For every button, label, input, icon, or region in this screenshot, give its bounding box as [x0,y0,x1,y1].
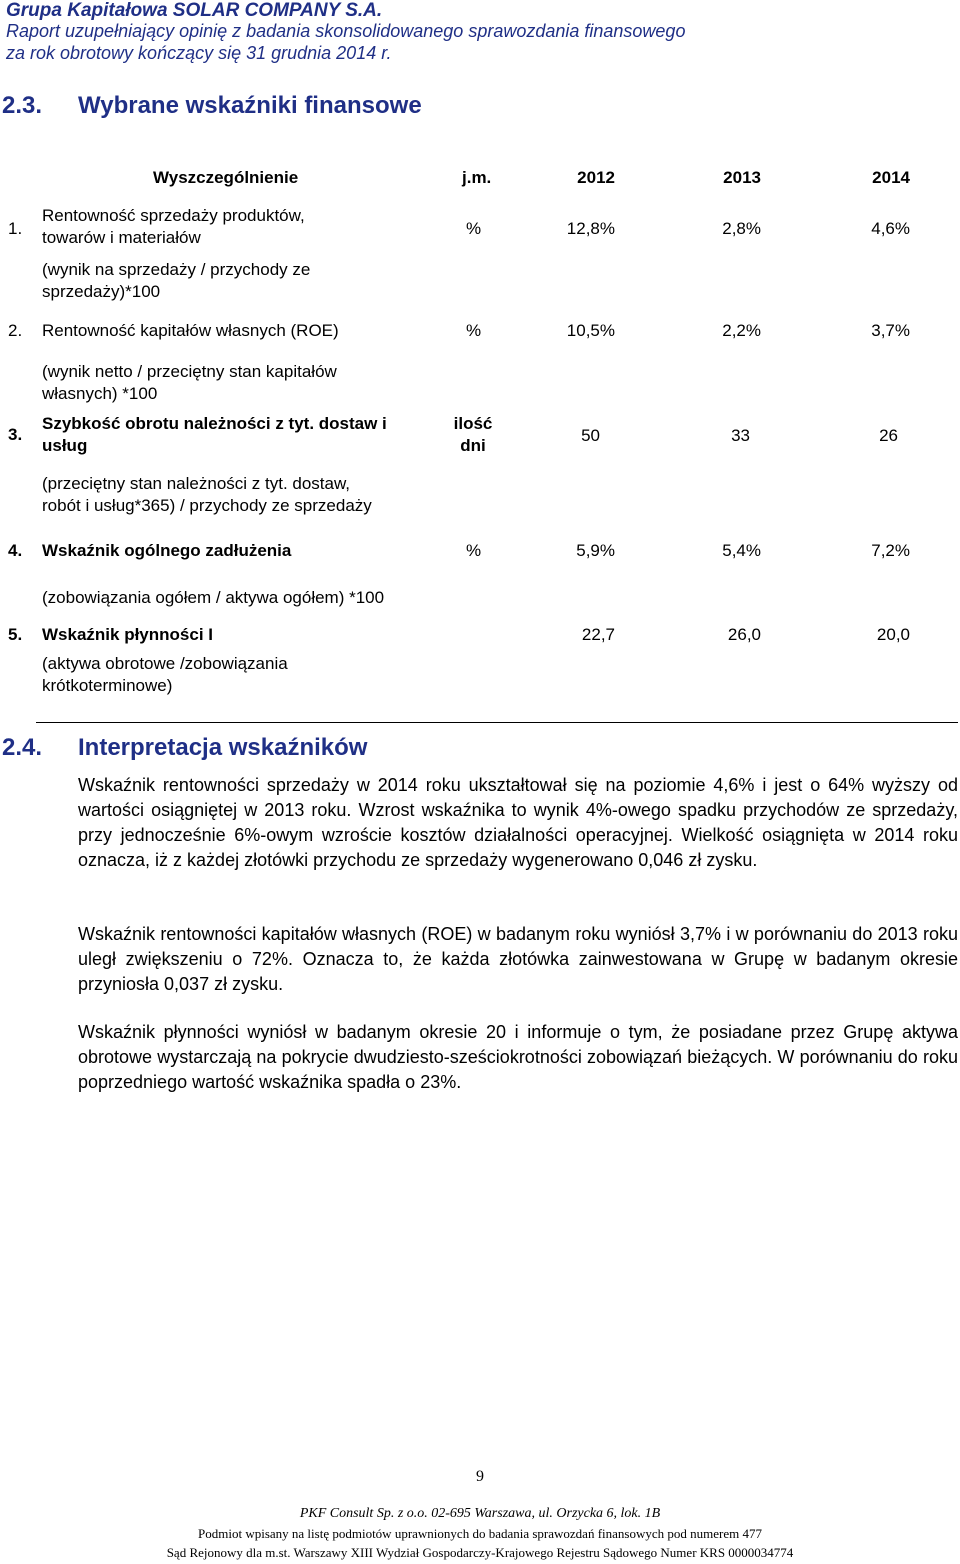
value-2012: 50 [581,426,600,445]
value-2013: 2,2% [722,321,761,340]
value-2013: 2,8% [722,219,761,238]
value-2014: 26 [879,426,898,445]
row-number: 5. [8,625,23,644]
section-title: Wybrane wskaźniki finansowe [78,92,422,119]
value-2014: 20,0 [876,625,910,644]
column-header-2013: 2013 [723,168,761,187]
interpretation-paragraph: Wskaźnik rentowności sprzedaży w 2014 roku ukształtował się na poziomie 4,6% i jest o 64% wyższy od wartości osiągniętej w 2013 roku. Wzrost wskaźnika to wynik 4%-owego spadku przychodów ze sprzedaży, przy jednocześnie 6%-owym wzroście kosztów działalności operacyjnej. Wielkość osiągnięta w 2014 roku oznacza, iż z każdej złotówki przychodu ze sprzedaży wygenerowano 0,046 zł zysku. [78,775,958,870]
value-2014: 3,7% [871,321,910,340]
indicator-formula: sprzedaży)*100 [42,282,161,301]
indicator-formula: własnych) *100 [42,384,158,403]
value-2013: 26,0 [727,625,761,644]
column-header-item: Wyszczególnienie [153,168,299,187]
footer-address: PKF Consult Sp. z o.o. 02-695 Warszawa, ul. Orzycka 6, lok. 1B [299,1506,661,1521]
unit-cell: % [466,219,482,238]
value-2012: 12,8% [566,219,615,238]
indicator-name: Wskaźnik płynności I [42,625,213,644]
row-number: 1. [8,219,23,238]
column-header-unit: j.m. [462,168,492,187]
indicator-formula: (zobowiązania ogółem / aktywa ogółem) *100 [42,588,385,607]
interpretation-paragraph: Wskaźnik płynności wyniósł w badanym okresie 20 i informuje o tym, że posiadane przez Grupę aktywa obrotowe wystarczają na pokrycie dwudziesto-sześciokrotności zobowiązań bieżących. W porównaniu do roku poprzedniego wartość wskaźnika spadła o 23%. [78,1022,958,1092]
value-2014: 7,2% [871,541,910,560]
indicator-formula: (wynik na sprzedaży / przychody ze [42,260,311,279]
report-period: za rok obrotowy kończący się 31 grudnia 2014 r. [6,43,392,63]
indicator-name: Wskaźnik ogólnego zadłużenia [42,541,292,560]
unit-cell: % [466,541,482,560]
value-2012: 22,7 [581,625,615,644]
row-number: 2. [8,321,23,340]
row-number: 3. [8,425,23,444]
unit-cell: % [466,321,482,340]
table-bottom-rule [36,722,958,723]
report-subtitle: Raport uzupełniający opinię z badania skonsolidowanego sprawozdania finansowego [6,21,686,41]
value-2013: 33 [731,426,750,445]
row-number: 4. [8,541,23,560]
unit-cell: dni [460,436,486,455]
indicator-name: Rentowność kapitałów własnych (ROE) [42,321,339,340]
indicator-formula: (przeciętny stan należności z tyt. dostaw, [42,474,351,493]
indicator-name: Szybkość obrotu należności z tyt. dostaw i [42,414,387,433]
footer-registration: Podmiot wpisany na listę podmiotów uprawnionych do badania sprawozdań finansowych pod numerem 477 [198,1526,762,1541]
section-number: 2.3. [2,92,43,119]
column-header-2012: 2012 [577,168,615,187]
interpretation-paragraph: Wskaźnik rentowności kapitałów własnych (ROE) w badanym roku wyniósł 3,7% i w porównaniu do 2013 roku uległ zwiększeniu o 72%. Oznacza to, że każda złotówka zainwestowana w Grupę w badanym okresie przyniosła 0,037 zł zysku. [78,924,958,994]
unit-cell: ilość [453,414,493,433]
company-name: Grupa Kapitałowa SOLAR COMPANY S.A. [6,0,383,21]
indicator-name: Rentowność sprzedaży produktów, [42,206,305,225]
footer-court: Sąd Rejonowy dla m.st. Warszawy XIII Wydział Gospodarczy-Krajowego Rejestru Sądowego Numer KRS 0000034774 [166,1545,794,1560]
section-number: 2.4. [2,734,43,761]
value-2014: 4,6% [871,219,910,238]
indicator-name: towarów i materiałów [42,228,201,247]
column-header-2014: 2014 [872,168,910,187]
page-number: 9 [476,1468,484,1485]
indicator-formula: robót i usług*365) / przychody ze sprzedaży [42,496,372,515]
indicator-formula: krótkoterminowe) [42,676,173,695]
indicator-formula: (wynik netto / przeciętny stan kapitałów [42,362,337,381]
value-2012: 5,9% [576,541,615,560]
value-2013: 5,4% [722,541,761,560]
section-title: Interpretacja wskaźników [78,734,368,761]
value-2012: 10,5% [566,321,615,340]
indicator-name: usług [42,436,88,455]
indicator-formula: (aktywa obrotowe /zobowiązania [42,654,288,673]
